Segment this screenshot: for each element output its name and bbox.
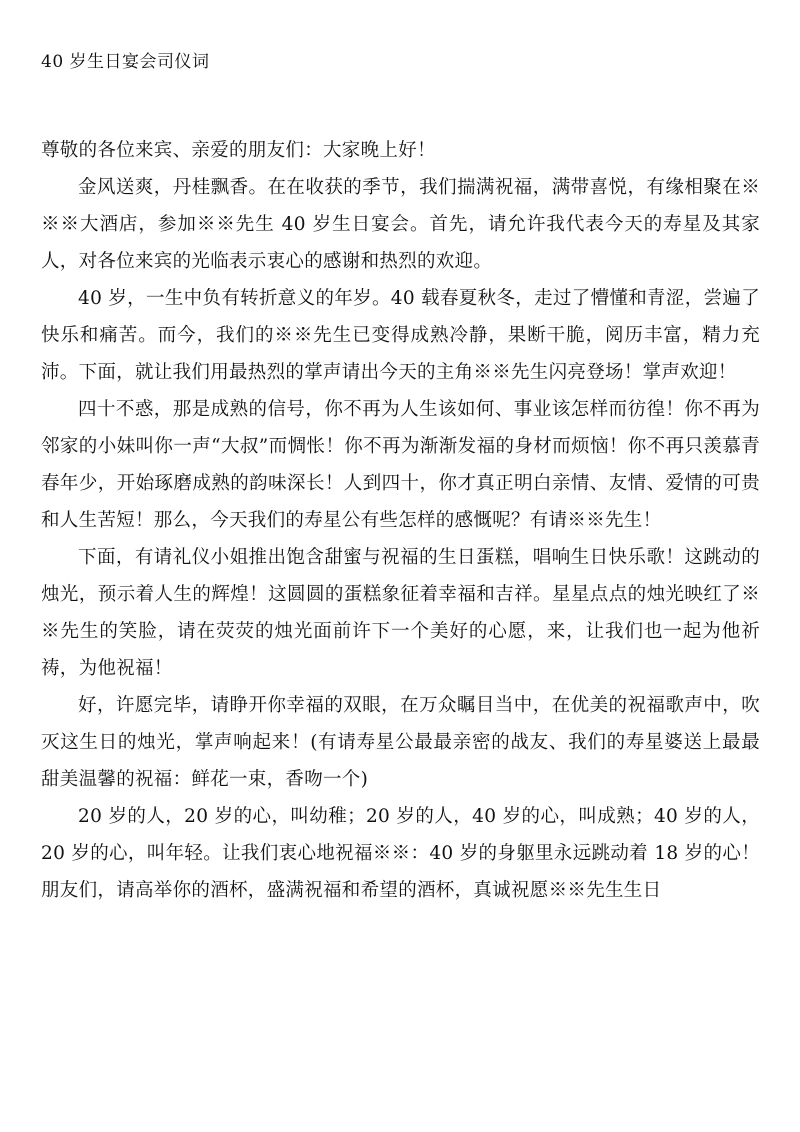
paragraph-greeting: 尊敬的各位来宾、亲爱的朋友们：大家晚上好！: [41, 140, 436, 161]
paragraph-forty-years: 40 岁，一生中负有转折意义的年岁。40 载春夏秋冬，走过了懵懂和青涩，尝遍了快乐和痛苦。而今，我们的※※先生已变得成熟冷静，果断干脆，阅历丰富，精力充沛。下面，就让我们用最热烈的掌声请出今天的主角※※先生闪亮登场！掌声欢迎！: [41, 288, 760, 383]
document-title: 40 岁生日宴会司仪词: [41, 52, 210, 72]
paragraph-opening: 金风送爽，丹桂飘香。在在收获的季节，我们揣满祝福，满带喜悦，有缘相聚在※※※大酒店，参加※※先生 40 岁生日宴会。首先，请允许我代表今天的寿星及其家人，对各位来宾的光临表示衷心的感谢和热烈的欢迎。: [41, 177, 760, 272]
paragraph-birthday-cake: 下面，有请礼仪小姐推出饱含甜蜜与祝福的生日蛋糕，唱响生日快乐歌！这跳动的烛光，预示着人生的辉煌！这圆圆的蛋糕象征着幸福和吉祥。星星点点的烛光映红了※※先生的笑脸，请在荧荧的烛光面前许下一个美好的心愿，来，让我们也一起为他祈祷，为他祝福！: [41, 547, 760, 679]
paragraph-toast: 20 岁的人，20 岁的心，叫幼稚；20 岁的人，40 岁的心，叫成熟；40 岁的人，20 岁的心，叫年轻。让我们衷心地祝福※※：40 岁的身躯里永远跳动着 18 岁的心！朋友们，请高举你的酒杯，盛满祝福和希望的酒杯，真诚祝愿※※先生生日: [41, 806, 760, 901]
paragraph-four-ten: 四十不惑，那是成熟的信号，你不再为人生该如何、事业该怎样而彷徨！你不再为邻家的小妹叫你一声“大叔”而惆怅！你不再为渐渐发福的身材而烦恼！你不再只羡慕青春年少，开始琢磨成熟的韵味深长！人到四十，你才真正明白亲情、友情、爱情的可贵和人生苦短！那么，今天我们的寿星公有些怎样的感慨呢？有请※※先生！: [41, 399, 760, 531]
paragraph-make-wish: 好，许愿完毕，请睁开你幸福的双眼，在万众瞩目当中，在优美的祝福歌声中，吹灭这生日的烛光，掌声响起来！(有请寿星公最最亲密的战友、我们的寿星婆送上最最甜美温馨的祝福：鲜花一束，香吻一个): [41, 695, 760, 790]
